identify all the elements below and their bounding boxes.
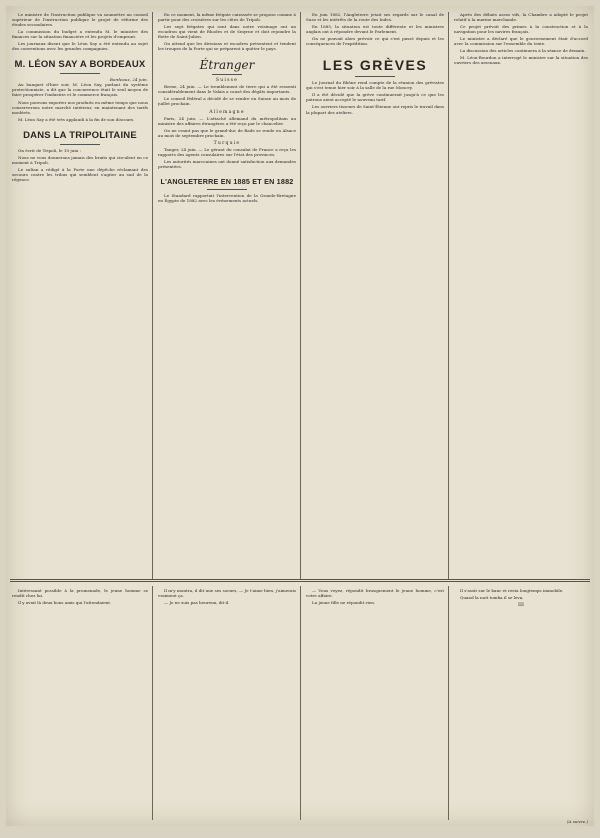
paragraph: M. Léon-Bourdon a interrogé le ministre sur la situation des ouvriers des arsenaux.: [454, 55, 588, 66]
paragraph: En juin 1882, l'Angleterre jetait ses regards sur le canal de Suez et les intérêts de la route des Indes.: [306, 12, 444, 23]
paragraph: Le Journal du Rhône rend compte de la réunion des grévistes qui s'est tenue hier soir à la salle de la rue Moncey.: [306, 80, 444, 91]
paragraph: En 1885, la situation est toute différente et les ministres anglais ont à répondre devant le Parlement.: [306, 24, 444, 35]
column-rule: [152, 12, 153, 580]
dateline: Bordeaux, 24 juin.: [109, 77, 148, 83]
chapter-marker: III: [518, 602, 524, 609]
paragraph: On ne pouvait alors prévoir ce qui s'est passé depuis et les conséquences de l'expédition.: [306, 36, 444, 47]
heading-rule: [355, 76, 395, 77]
paragraph: On ne craint pas que le grand-duc de Bade se rende en Alsace au mois de septembre prochain.: [158, 127, 296, 138]
heading-rule: [60, 144, 100, 145]
paragraph: La discussion des articles continuera à la séance de demain.: [460, 48, 586, 54]
column-rule: [448, 586, 449, 820]
paragraph: Ce projet prévoit des primes à la construction et à la navigation pour les navires français.: [454, 24, 588, 35]
feuilleton-column-2: [158, 588, 296, 820]
paragraph: Paris, 24 juin. — L'attaché allemand du métropolitain au ministre des affaires étrangères a été reçu par le chancelier.: [158, 115, 296, 126]
paragraph: Nous pouvons exporter nos produits en même temps que nous conserverons notre marché intérieur, en maintenant des tarifs modérés.: [12, 99, 148, 115]
heading-rule: [212, 74, 242, 75]
paragraph: En ce moment, la même frégate cuirassée se propose comme à partir pour des croisières sur les côtes de Tripoli.: [158, 12, 296, 23]
subheading: Turquie: [213, 140, 241, 146]
paragraph: Tanger, 24 juin. — Le gérant du consulat de France a reçu les rapports des agents consulaires sur l'état des provinces.: [158, 146, 296, 157]
feuilleton-column-1: [12, 588, 148, 820]
paragraph: Les journaux disent que le Léon Say a été entendu au sujet des conventions avec les grandes compagnies.: [12, 41, 148, 52]
paragraph: Quand la nuit tomba il se leva.: [460, 595, 524, 601]
paragraph: Il m'y montra, il dit une ses soeurs, — Je t'aime bien, j'aimerais vraiment ça.: [158, 588, 296, 599]
section-heading: L'ANGLETERRE EN 1885 ET EN 1882: [160, 176, 294, 186]
subheading: Suisse: [215, 78, 239, 84]
feuilleton-column-3: [306, 588, 444, 820]
paragraph: Il s'assit sur le banc et resta longtemps immobile.: [460, 588, 564, 593]
column-rule: [152, 586, 153, 820]
paragraph: Le Standard rapportait l'intervention de la Grande-Bretagne en Égypte de 1882 avec les événements actuels.: [158, 192, 296, 203]
newspaper-page: [6, 6, 594, 826]
section-heading: M. LÉON SAY A BORDEAUX: [14, 59, 146, 71]
feuilleton-column-4: [454, 588, 588, 820]
paragraph: — Je ne suis pas heureux, dit-il.: [164, 600, 230, 606]
paragraph: Il y avait là deux bons amis qui l'attendaient.: [18, 600, 112, 606]
paragraph: Berne, 24 juin. — Le tremblement de terre qui a été ressenti considérablement dans le Valais a causé des dégâts importants.: [158, 84, 296, 95]
paragraph: Le sultan a rédigé à la Porte une dépêche réclamant des secours contre les tribus qui semblent s'agiter au sud de la régence.: [12, 166, 148, 182]
column-1: [12, 12, 148, 576]
paragraph: La commission du budget a entendu M. le ministre des finances sur la situation financière et les projets d'emprunt.: [12, 29, 148, 40]
feuilleton-separator: [10, 581, 590, 582]
column-rule: [300, 586, 301, 820]
column-rule: [300, 12, 301, 580]
paragraph: Après des débats assez vifs, la Chambre a adopté le projet relatif à la marine marchande.: [454, 12, 588, 23]
paragraph: M. Léon Say a été très applaudi à la fin de son discours.: [18, 116, 135, 122]
paragraph: Les ouvriers tisseurs de Saint-Étienne ont repris le travail dans la plupart des ateliers.: [306, 104, 444, 115]
section-heading: DANS LA TRIPOLITAINE: [23, 129, 137, 141]
paragraph: Le ministre de l'instruction publique va soumettre au conseil supérieur de l'instruction publique le projet de réforme des études secondaires.: [12, 12, 148, 28]
paragraph: Les sept frégates qui sont dans notre voisinage ont un escadron qui vient de Rhodes et de Smyrne et doit rejoindre la flotte de Saint-Julien.: [158, 24, 296, 40]
column-rule: [448, 12, 449, 580]
paragraph: Au banquet d'hier soir, M. Léon Say, parlant du système protectionniste, a dit que la concurrence était le seul moyen de faire prospérer l'industrie et le commerce français.: [12, 82, 148, 98]
paragraph: Les autorités marocaines ont donné satisfaction aux demandes présentées.: [158, 158, 296, 169]
paragraph: — Vous voyez, répondit brusquement le jeune homme, c'est votre affaire.: [306, 588, 444, 599]
to-be-continued: (A suivre.): [567, 819, 588, 824]
dateline: On écrit de Tripoli, le 10 juin :: [18, 147, 81, 153]
paragraph: On attend que les divisions et escadres présentent et tendent les troupes de la Porte qui se préparent à quitter le pays.: [158, 41, 296, 52]
section-heading-greves: LES GRÈVES: [322, 57, 428, 74]
column-3: [306, 12, 444, 576]
paragraph: Il a été décidé que la grève continuerait jusqu'à ce que les patrons aient accepté le nouveau tarif.: [306, 92, 444, 103]
paragraph: Le ministre a déclaré que le gouvernement était d'accord avec la commission sur l'ensemble du texte.: [454, 36, 588, 47]
feuilleton-separator: [10, 579, 590, 580]
section-heading-etranger: Étranger: [199, 58, 255, 73]
heading-rule: [207, 189, 247, 190]
heading-rule: [60, 73, 100, 74]
subheading: Allemagne: [209, 109, 245, 115]
paragraph: Nous ne vous donnerons jamais des bruits qui circulent en ce moment à Tripoli.: [12, 154, 148, 165]
paragraph: Intéressant possible à la promenade, le jeune homme se rendit chez lui.: [12, 588, 148, 599]
column-4: [454, 12, 588, 576]
column-2: [158, 12, 296, 576]
paragraph: Le conseil fédéral a décidé de se rendre en Suisse au mois de juillet prochain.: [158, 96, 296, 107]
paragraph: La jeune fille ne répondit rien.: [312, 600, 376, 606]
